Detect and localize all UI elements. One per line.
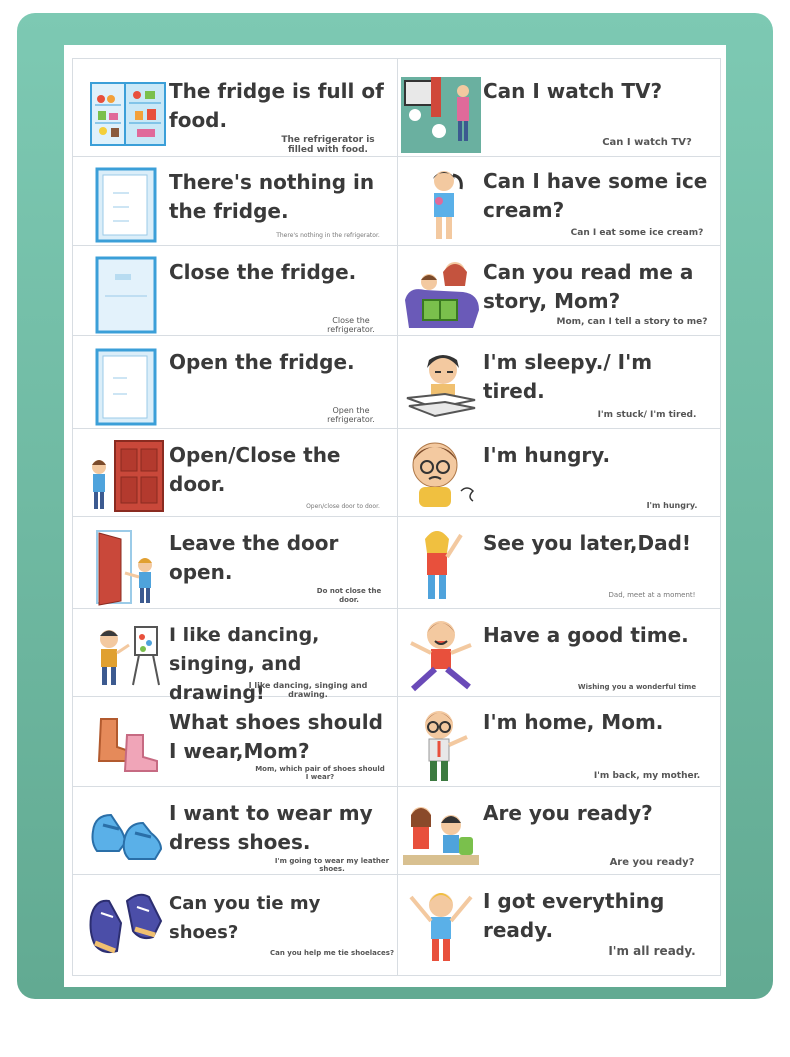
fridge-open-icon [95, 348, 157, 426]
phrase-text: Can you tie my shoes? [169, 893, 321, 943]
phrase-text: Leave the door open. [169, 531, 339, 584]
phrase-text: I like dancing, singing, and drawing! [169, 624, 320, 704]
translation-text: Do not close the door. [316, 587, 382, 604]
phrase-text: What shoes should I wear,Mom? [169, 710, 383, 763]
phrase-text: I'm home, Mom. [483, 710, 664, 734]
phrase-card [397, 787, 720, 875]
phrase-card [73, 59, 397, 157]
translation-text: Open/close door to door. [306, 503, 380, 510]
phrase-text: Open the fridge. [169, 350, 355, 374]
phrase-card [73, 157, 397, 246]
translation-text: Mom, can I tell a story to me? [556, 317, 708, 327]
translation-text: I'm stuck/ I'm tired. [597, 410, 697, 420]
translation-text: The refrigerator is filled with food. [281, 135, 375, 155]
fridge-closed-icon [95, 256, 157, 334]
waving-girl-icon [413, 525, 469, 605]
boots-icon [93, 711, 163, 773]
phrase-card [73, 336, 397, 429]
phrase-card [397, 246, 720, 336]
phrase-card [73, 697, 397, 787]
dress-shoes-icon [89, 801, 165, 867]
phrase-card [73, 517, 397, 609]
mom-reading-icon [403, 256, 481, 332]
phrase-text: The fridge is full of food. [169, 79, 384, 132]
open-door-boy-icon [95, 527, 161, 607]
phrase-card [397, 59, 720, 157]
sneakers-icon [87, 887, 165, 963]
translation-text: Can I watch TV? [602, 137, 692, 148]
phrase-card [73, 609, 397, 704]
phrase-text: Are you ready? [483, 801, 653, 825]
translation-text: Open the refrigerator. [327, 406, 375, 424]
translation-text: I'm going to wear my leather shoes. [274, 857, 390, 873]
cheering-boy-icon [405, 885, 477, 965]
jumping-boy-icon [403, 617, 479, 697]
phrase-text: I want to wear my dress shoes. [169, 801, 373, 854]
phrase-text: Open/Close the door. [169, 443, 341, 496]
fridge-empty-icon [95, 167, 157, 243]
phrase-card [397, 609, 720, 697]
tired-girl-icon [405, 350, 477, 420]
phrase-text: Can I have some ice cream? [483, 169, 708, 222]
phrase-card [73, 875, 397, 977]
phrase-card [397, 157, 720, 246]
phrase-text: Close the fridge. [169, 260, 357, 284]
phrase-card [73, 246, 397, 336]
translation-text: Can you help me tie shoelaces? [269, 949, 394, 957]
translation-text: I'm back, my mother. [593, 771, 701, 781]
door-boy-icon [87, 437, 167, 513]
phrase-text: There's nothing in the fridge. [169, 170, 375, 223]
translation-text: Can I eat some ice cream? [570, 228, 704, 238]
phrase-text: I'm sleepy./ I'm tired. [483, 350, 653, 403]
translation-text: Mom, which pair of shoes should I wear? [255, 765, 385, 781]
hungry-boy-icon [401, 437, 481, 511]
translation-text: Are you ready? [609, 857, 695, 868]
translation-text: I'm hungry. [646, 501, 698, 510]
phrase-text: See you later,Dad! [483, 531, 692, 555]
fridge-open-food-icon [89, 79, 167, 149]
phrase-text: I'm hungry. [483, 443, 611, 467]
kids-backpack-icon [401, 797, 481, 871]
watching-tv-icon [401, 77, 481, 153]
boy-painting-icon [87, 621, 167, 689]
girl-ice-cream-icon [419, 167, 469, 243]
phrase-card-grid [72, 58, 721, 976]
phrase-card [73, 429, 397, 517]
right-column [397, 59, 720, 975]
phrase-text: Can I watch TV? [483, 79, 663, 103]
phrase-text: Can you read me a story, Mom? [483, 260, 694, 313]
phrase-text: Have a good time. [483, 623, 689, 647]
phrase-card [397, 429, 720, 517]
translation-text: Wishing you a wonderful time [577, 683, 697, 691]
phrase-card [397, 875, 720, 977]
translation-text: Dad, meet at a moment! [608, 591, 696, 599]
translation-text: Close the refrigerator. [327, 316, 375, 334]
translation-text: There's nothing in the refrigerator. [276, 232, 380, 239]
left-column [73, 59, 398, 975]
phrase-card [397, 336, 720, 429]
phrase-card [397, 697, 720, 787]
phrase-card [397, 517, 720, 609]
translation-text: I'm all ready. [608, 944, 696, 958]
phrase-text: I got everything ready. [483, 889, 665, 942]
phrase-card [73, 787, 397, 875]
translation-text: I like dancing, singing and drawing. [248, 681, 368, 699]
boy-home-icon [409, 707, 475, 785]
